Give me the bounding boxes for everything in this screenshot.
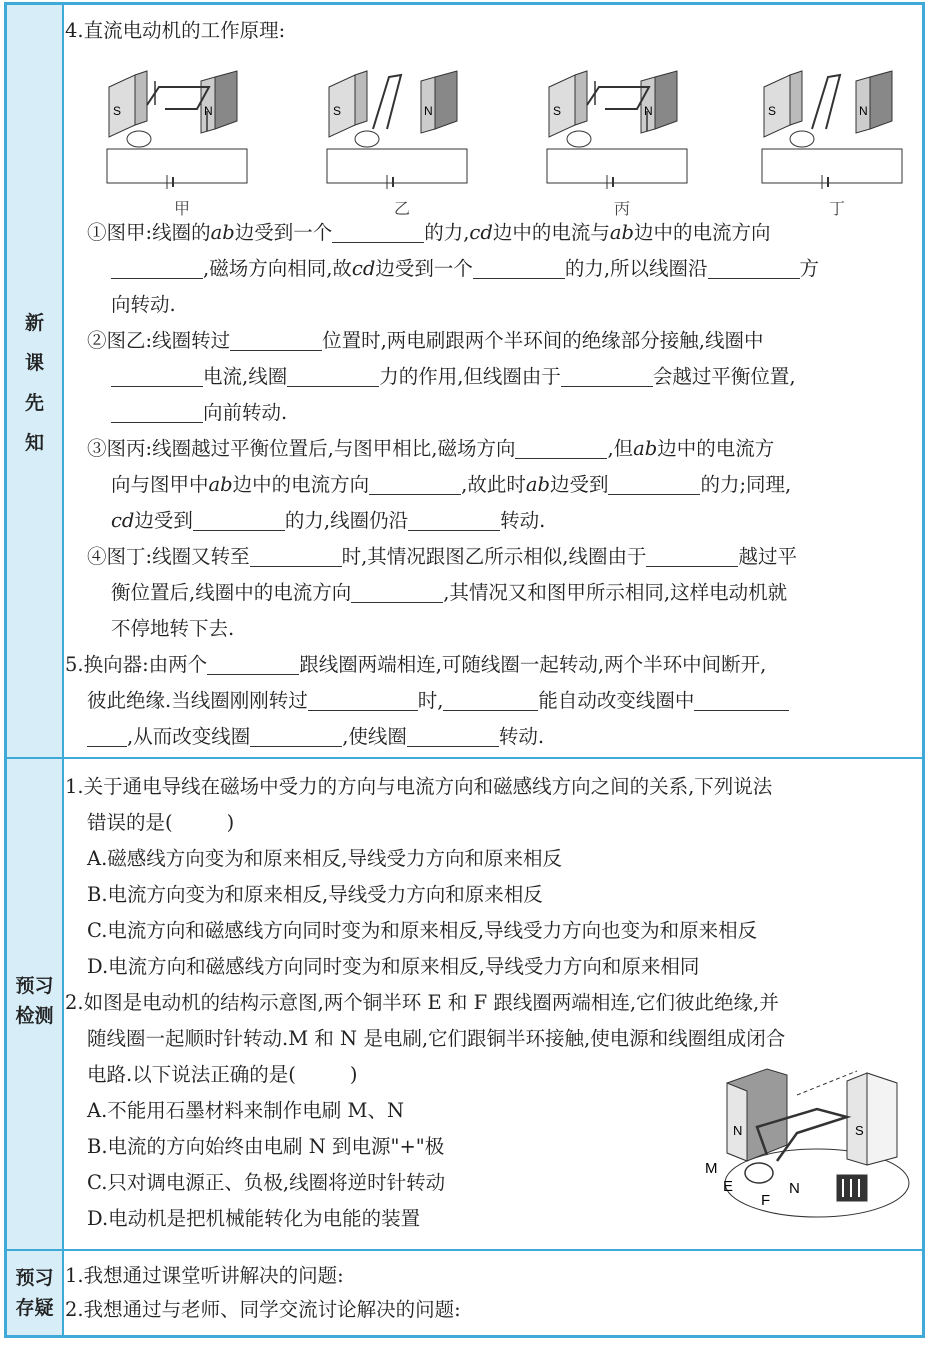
answer-blank[interactable] xyxy=(230,328,322,351)
q5-line2: 彼此绝缘.当线圈刚刚转过 时, 能自动改变线圈中 xyxy=(65,683,916,719)
figure-bing xyxy=(537,57,707,217)
answer-blank[interactable] xyxy=(351,580,443,603)
q4-title: 4.直流电动机的工作原理: xyxy=(65,19,286,42)
q4-3-line1: ③图丙:线圈越过平衡位置后,与图甲相比,磁场方向 ,但ab边中的电流方 xyxy=(87,437,775,460)
q4-1-line2: ,磁场方向相同,故cd边受到一个 的力,所以线圈沿 方 xyxy=(65,251,916,287)
section-label-preview-check: 预习 检测 xyxy=(15,975,54,1027)
q5-line1: 5.换向器:由两个 跟线圈两端相连,可随线圈一起转动,两个半环中间断开, xyxy=(65,653,767,676)
answer-blank[interactable] xyxy=(207,652,299,675)
q4-items xyxy=(65,215,916,755)
svg-text:N: N xyxy=(424,104,433,118)
section-label-new-lesson: 新 课 先 知 xyxy=(24,312,44,454)
ring-f-label: F xyxy=(761,1192,771,1209)
svg-text:N: N xyxy=(204,104,213,118)
figure-caption: 乙 xyxy=(393,199,410,218)
q4-1-line3: 向转动. xyxy=(111,293,176,316)
motor-structure-diagram xyxy=(697,1065,912,1225)
figure-caption: 丙 xyxy=(613,199,630,218)
magnet-n-label: N xyxy=(733,1123,743,1138)
answer-blank[interactable] xyxy=(694,688,789,711)
doubt-q1: 1.我想通过课堂听讲解决的问题: xyxy=(65,1264,344,1287)
answer-blank[interactable] xyxy=(708,256,800,279)
brush-m-label: M xyxy=(705,1160,718,1177)
answer-blank[interactable] xyxy=(408,508,500,531)
svg-text:S: S xyxy=(333,104,342,118)
svg-text:S: S xyxy=(768,104,777,118)
preview-doubt-content xyxy=(65,1259,916,1327)
check-q2-option-d[interactable]: D.电动机是把机械能转化为电能的装置 xyxy=(87,1207,421,1230)
check-q2-line1: 2.如图是电动机的结构示意图,两个铜半环 E 和 F 跟线圈两端相连,它们彼此绝缘,并 xyxy=(65,991,779,1014)
check-q2-option-c[interactable]: C.只对调电源正、负极,线圈将逆时针转动 xyxy=(87,1171,446,1194)
svg-text:N: N xyxy=(644,104,653,118)
check-q2-line2: 随线圈一起顺时针转动.M 和 N 是电刷,它们跟铜半环接触,使电源和线圈组成闭合 xyxy=(87,1027,786,1050)
check-q1-line2: 错误的是( ) xyxy=(87,811,235,834)
answer-blank[interactable] xyxy=(250,724,342,747)
figure-caption: 丁 xyxy=(828,199,845,218)
motor-principle-figures xyxy=(97,57,917,217)
figure-yi xyxy=(317,57,487,217)
q4-2-line3: 向前转动. xyxy=(65,395,916,431)
answer-blank[interactable] xyxy=(111,256,203,279)
q4-3-line2: 向与图甲中ab边中的电流方向 ,故此时ab边受到 的力;同理, xyxy=(111,473,792,496)
q4-2-line1: ②图乙:线圈转过 位置时,两电刷跟两个半环间的绝缘部分接触,线圈中 xyxy=(87,329,764,352)
q4-2-line2: 电流,线圈 力的作用,但线圈由于 会越过平衡位置, xyxy=(65,359,916,395)
answer-blank[interactable] xyxy=(308,688,418,711)
ring-e-label: E xyxy=(723,1178,734,1195)
q4-3-line3: cd边受到 的力,线圈仍沿 转动. xyxy=(111,509,546,532)
q4-4-line1: ④图丁:线圈又转至 时,其情况跟图乙所示相似,线圈由于 越过平 xyxy=(87,545,797,568)
check-q1-option-b[interactable]: B.电流方向变为和原来相反,导线受力方向和原来相反 xyxy=(87,883,543,906)
check-q2-option-b[interactable]: B.电流的方向始终由电刷 N 到电源"+"极 xyxy=(87,1135,445,1158)
check-q1-option-d[interactable]: D.电流方向和磁感线方向同时变为和原来相反,导线受力方向和原来相同 xyxy=(87,955,700,978)
answer-blank[interactable] xyxy=(561,364,653,387)
q5-line3: ,从而改变线圈 ,使线圈 转动. xyxy=(65,719,916,755)
answer-blank[interactable] xyxy=(332,220,424,243)
doubt-q2: 2.我想通过与老师、同学交流讨论解决的问题: xyxy=(65,1298,461,1321)
figure-caption: 甲 xyxy=(173,199,190,218)
check-q1-option-a[interactable]: A.磁感线方向变为和原来相反,导线受力方向和原来相反 xyxy=(87,847,562,870)
answer-blank[interactable] xyxy=(646,544,738,567)
section-divider xyxy=(7,757,922,759)
section-divider xyxy=(7,1249,922,1251)
check-q1-line1: 1.关于通电导线在磁场中受力的方向与电流方向和磁感线方向之间的关系,下列说法 xyxy=(65,775,773,798)
new-lesson-content xyxy=(65,13,916,49)
brush-n-label: N xyxy=(789,1180,800,1197)
answer-blank[interactable] xyxy=(608,472,700,495)
answer-blank[interactable] xyxy=(443,688,538,711)
answer-blank[interactable] xyxy=(473,256,565,279)
answer-blank[interactable] xyxy=(111,364,203,387)
q4-1-line1: ①图甲:线圈的ab边受到一个 的力,cd边中的电流与ab边中的电流方向 xyxy=(87,221,771,244)
answer-blank[interactable] xyxy=(369,472,461,495)
answer-blank[interactable] xyxy=(111,400,203,423)
figure-ding xyxy=(752,57,922,217)
answer-blank[interactable] xyxy=(250,544,342,567)
svg-text:S: S xyxy=(553,104,562,118)
section-label-preview-doubt: 预习 存疑 xyxy=(15,1267,54,1319)
magnet-s-label: S xyxy=(855,1123,864,1138)
q4-4-line3: 不停地转下去. xyxy=(111,617,235,640)
q4-4-line2: 衡位置后,线圈中的电流方向 ,其情况又和图甲所示相同,这样电动机就 xyxy=(111,581,788,604)
svg-text:N: N xyxy=(859,104,868,118)
check-q2-line3: 电路.以下说法正确的是( ) xyxy=(87,1063,358,1086)
worksheet-frame xyxy=(4,2,925,1338)
answer-blank[interactable] xyxy=(87,724,127,747)
answer-blank[interactable] xyxy=(515,436,607,459)
answer-blank[interactable] xyxy=(193,508,285,531)
check-q1-option-c[interactable]: C.电流方向和磁感线方向同时变为和原来相反,导线受力方向也变为和原来相反 xyxy=(87,919,758,942)
answer-blank[interactable] xyxy=(407,724,499,747)
figure-jia xyxy=(97,57,267,217)
check-q2-option-a[interactable]: A.不能用石墨材料来制作电刷 M、N xyxy=(87,1099,405,1122)
answer-blank[interactable] xyxy=(287,364,379,387)
sidebar xyxy=(7,5,64,1335)
svg-text:S: S xyxy=(113,104,122,118)
